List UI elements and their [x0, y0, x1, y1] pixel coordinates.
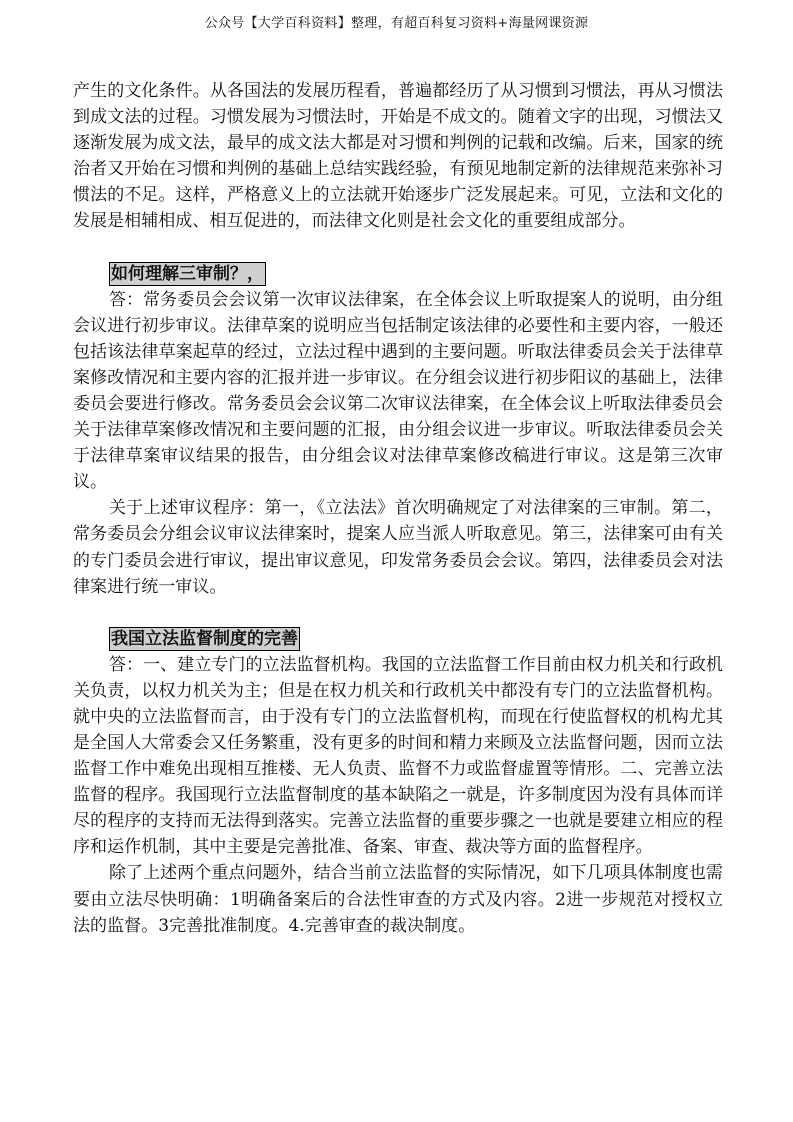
paragraph-body: 除了上述两个重点问题外，结合当前立法监督的实际情况，如下几项具体制度也需要由立法尽快明确：1明确备案后的合法性审查的方式及内容。2进一步规范对授权立法的监督。3完善批准制度。4.完善审查的裁决制度。	[73, 863, 723, 936]
section-heading-three-review: 如何理解三审制？，	[111, 263, 264, 284]
paragraph-answer: 答：一、建立专门的立法监督机构。我国的立法监督工作目前由权力机关和行政机关负责，以权力机关为主；但是在权力机关和行政机关中都没有专门的立法监督机构。就中央的立法监督而言，由于没有专门的立法监督机构，而现在行使监督权的机构尤其是全国人大常委会又任务繁重，没有更多的时间和精力来顾及立法监督问题，因而立法监督工作中难免出现相互推楼、无人负责、监督不力或监督虚置等情形。二、完善立法监督的程序。我国现行立法监督制度的基本缺陷之一就是，许多制度因为没有具体而详尽的程序的支持而无法得到落实。完善立法监督的重要步骤之一也就是要建立相应的程序和运作机制，其中主要是完善批准、备案、审查、裁决等方面的监督程序。	[73, 654, 723, 858]
paragraph-intro: 产生的文化条件。从各国法的发展历程看，普遍都经历了从习惯到习惯法，再从习惯法到成文法的过程。习惯发展为习惯法时，开始是不成文的。随着文字的出现，习惯法又逐渐发展为成文法，最早的成文法大都是对习惯和判例的记载和改编。后来，国家的统治者又开始在习惯和判例的基础上总结实践经验，有预见地制定新的法律规范来弥补习惯法的不足。这样，严格意义上的立法就开始逐步广泛发展起来。可见，立法和文化的发展是相辅相成、相互促进的，而法律文化则是社会文化的重要组成部分。	[73, 81, 723, 232]
section-heading-legislative-supervision: 我国立法监督制度的完善	[111, 628, 298, 649]
section-heading-row	[109, 261, 723, 287]
paragraph-body: 关于上述审议程序：第一，《立法法》首次明确规定了对法律案的三审制。第二，常务委员会分组会议审议法律案时，提案人应当派人听取意见。第三，法律案可由有关的专门委员会进行审议，提出审议意见，印发常务委员会会议。第四，法律委员会对法律案进行统一审议。	[73, 498, 723, 597]
section-heading-row	[109, 626, 723, 652]
paragraph-answer: 答：常务委员会会议第一次审议法律案，在全体会议上听取提案人的说明，由分组会议进行初步审议。法律草案的说明应当包括制定该法律的必要性和主要内容，一般还包括该法律草案起草的经过，立法过程中遇到的主要问题。听取法律委员会关于法律草案修改情况和主要内容的汇报并进一步审议。在分组会议进行初步阳议的基础上，法律委员会要进行修改。常务委员会会议第二次审议法律案，在全体会议上听取法律委员会关于法律草案修改情况和主要问题的汇报，由分组会议进一步审议。听取法律委员会关于法律草案审议结果的报告，由分组会议对法律草案修改稿进行审议。这是第三次审议。	[73, 289, 723, 493]
document-body	[73, 78, 723, 939]
page-header: 公众号【大学百科资料】整理，有超百科复习资料+海量网课资源	[204, 16, 589, 31]
